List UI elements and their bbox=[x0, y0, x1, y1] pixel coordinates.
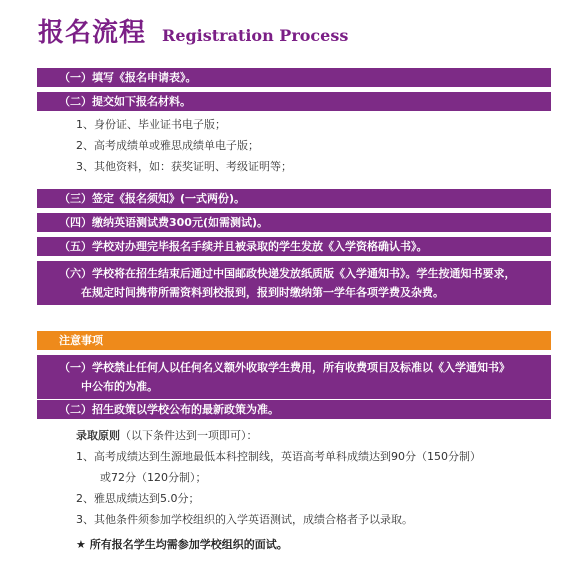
step-bar-6 bbox=[37, 261, 551, 305]
page-title-en: Registration Process bbox=[162, 26, 349, 45]
step-6-line-2: 在规定时间携带所需资料到校报到，报到时缴纳第一学年各项学费及杂费。 bbox=[81, 286, 444, 299]
admission-principles bbox=[76, 426, 481, 531]
step-bar-4: （四）缴纳英语测试费300元(如需测试)。 bbox=[37, 213, 551, 232]
rule-1-line-2: 或72分（120分制）； bbox=[100, 471, 207, 484]
step-bar-5: （五）学校对办理完毕报名手续并且被录取的学生发放《入学资格确认书》。 bbox=[37, 237, 551, 256]
notice-heading: 注意事项 bbox=[37, 331, 551, 350]
principle-heading-row bbox=[76, 426, 481, 447]
notice-item-1-line-2: 中公布的为准。 bbox=[81, 380, 158, 393]
step-6-line-1: （六）学校将在招生结束后通过中国邮政快递发放纸质版《入学通知书》。学生按通知书要求， bbox=[59, 267, 516, 280]
step-bar-3: （三）签定《报名须知》(一式两份)。 bbox=[37, 189, 551, 208]
materials-list bbox=[76, 115, 292, 178]
step-bar-2: （二）提交如下报名材料。 bbox=[37, 92, 551, 111]
list-item: 1、身份证、毕业证书电子版； bbox=[76, 118, 226, 131]
footnote-interview: ★ 所有报名学生均需参加学校组织的面试。 bbox=[76, 538, 288, 551]
page-title-cn: 报名流程 bbox=[38, 18, 147, 48]
list-item: 3、其他资料，如：获奖证明、考级证明等； bbox=[76, 160, 292, 173]
rule-3: 3、其他条件须参加学校组织的入学英语测试，成绩合格者予以录取。 bbox=[76, 513, 413, 526]
list-item: 2、高考成绩单或雅思成绩单电子版； bbox=[76, 139, 259, 152]
notice-item-2: （二）招生政策以学校公布的最新政策为准。 bbox=[37, 400, 551, 419]
rule-2: 2、雅思成绩达到5.0分； bbox=[76, 492, 200, 505]
step-bar-1: （一）填写《报名申请表》。 bbox=[37, 68, 551, 87]
principle-note: （以下条件达到一项即可）： bbox=[120, 429, 258, 442]
notice-item-1 bbox=[37, 355, 551, 399]
principle-label: 录取原则 bbox=[76, 429, 120, 442]
notice-item-1-line-1: （一）学校禁止任何人以任何名义额外收取学生费用，所有收费项目及标准以《入学通知书》 bbox=[59, 361, 510, 374]
rule-1-line-1: 1、高考成绩达到生源地最低本科控制线，英语高考单科成绩达到90分（150分制） bbox=[76, 450, 481, 463]
page-header bbox=[38, 12, 348, 46]
